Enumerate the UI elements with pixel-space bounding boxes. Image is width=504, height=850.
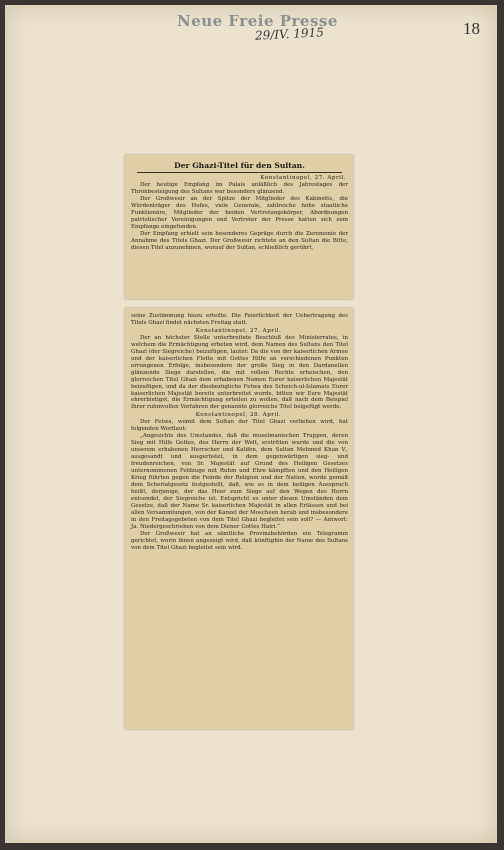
article-paragraph: Der an höchster Stelle unterbreitete Beschluß des Ministerrates, in welchem die Ermächtigung erbeten wird, dem Namen des Sultans den Titel Ghazi (der Siegreiche) beizufügen, lautet: Da die von der kaiserlichen Armee und der kaiserlichen Flotte mit Gottes Hilfe an verschiedenen Punkten errungenen Erfolge, insbesondere der große Sieg in den Dardanellen glänzende Siege darstellen, die mit vollem Rechte erheischen, den glorreichen Titel Ghazi dem erhabenen Namen Eurer kaiserlichen Majestät beizufügen, und da der diesbezügliche Fetwa des Scheich-ul-Islamats Eurer kaiserlichen Majestät bereits unterbreitet wurde, bitten wir Eure Majestät ehrerbietigst, die Ermächtigung erteilen zu wollen, daß nach dem Beispiel Ihrer ruhmvollen Vorfahren der genannte glorreiche Titel beigefügt werde. [131, 334, 348, 411]
article-paragraph: Der Großwesir hat an sämtliche Provinzbehörden ein Telegramm gerichtet, worin ihnen angezeigt wird, daß künftighin der Name des Sultans von dem Titel Ghazi begleitet sein wird. [131, 530, 348, 551]
dateline: Konstantinopel, 27. April. [195, 327, 282, 334]
archive-sheet [5, 5, 497, 843]
article-paragraph: Der Empfang erhielt sein besonderes Gepräge durch die Zeremonie der Annahme des Titels Ghazi. Der Großwesir richtete an den Sultan die Bitte, diesen Titel anzunehmen, worauf der Sultan, schließlich gerührt, [131, 230, 348, 251]
article-paragraph: seine Zustimmung hiezu erteilte. Die Feierlichkeit der Uebertragung des Titels Ghazi findet nächsten Freitag statt. [131, 313, 348, 326]
page-number: 18 [463, 19, 480, 38]
newspaper-stamp: Neue Freie Presse [177, 12, 338, 30]
article-paragraph: Der heutige Empfang im Palais anläßlich des Jahrestages der Thronbesteigung des Sultans war besonders glänzend. [131, 182, 348, 195]
clipping-bottom [125, 308, 353, 729]
dateline: Konstantinopel, 28. April. [195, 412, 282, 419]
fetwa-quote: „Angesichts des Umstandes, daß die muselmanischen Truppen, deren Sieg mit Hilfe Gottes, des Herrn der Welt, erstritten wurde und die von unserem erhabenen Herrscher und Kalifen, dem Sultan Mehmed Khan V., ausgesandt und ausgerüstet, in dem gegenwärtigen sieg- und freudenreichen, von Sr. Majestät auf Grund des Heiligen Gesetzes unternommenen Feldzuge mit Ruhm und Ehre kämpften und den Heiligen Krieg führten gegen die Feinde der Religion und der Nation, wurde gemäß dem Scheriatgesetz festgestellt, daß, wie es in dem heiligen Ausspruch heißt, derjenige, der das Heer zum Siege auf den Wegen des Herrn entsendet, der Siegreiche ist. Entspricht es unter diesen Umständen dem Gesetze, daß der Name Sr. kaiserlichen Majestät in allen Erlässen und bei allen Versammlungen, von der Kanzel der Moscheen herab und insbesondere in den Freitagsgebeten von dem Titel Ghazi begleitet sein soll? — Antwort: Ja. Niedergeschrieben von dem Diener Gottes Hairi.“ [131, 433, 348, 530]
clipping-top [125, 155, 353, 299]
article-title: Der Ghazi-Titel für den Sultan. [174, 161, 305, 170]
article-paragraph: Der Großwesir an der Spitze der Mitglieder des Kabinetts, die Würdenträger des Hofes, viele Generale, zahlreiche hohe staatliche Funktionäre, Mitglieder der beiden Vertretungskörper, Abordnungen patriotischer Vereinigungen und Vertreter der Presse hatten sich zum Empfange eingefunden. [131, 195, 348, 230]
dateline: Konstantinopel, 27. April. [260, 175, 346, 181]
article-paragraph: Der Fetwa, womit dem Sultan der Titel Ghazi verliehen wird, hat folgenden Wortlaut: [131, 419, 348, 433]
title-rule [137, 172, 342, 173]
handwritten-date: 29/IV. 1915 [254, 25, 325, 43]
